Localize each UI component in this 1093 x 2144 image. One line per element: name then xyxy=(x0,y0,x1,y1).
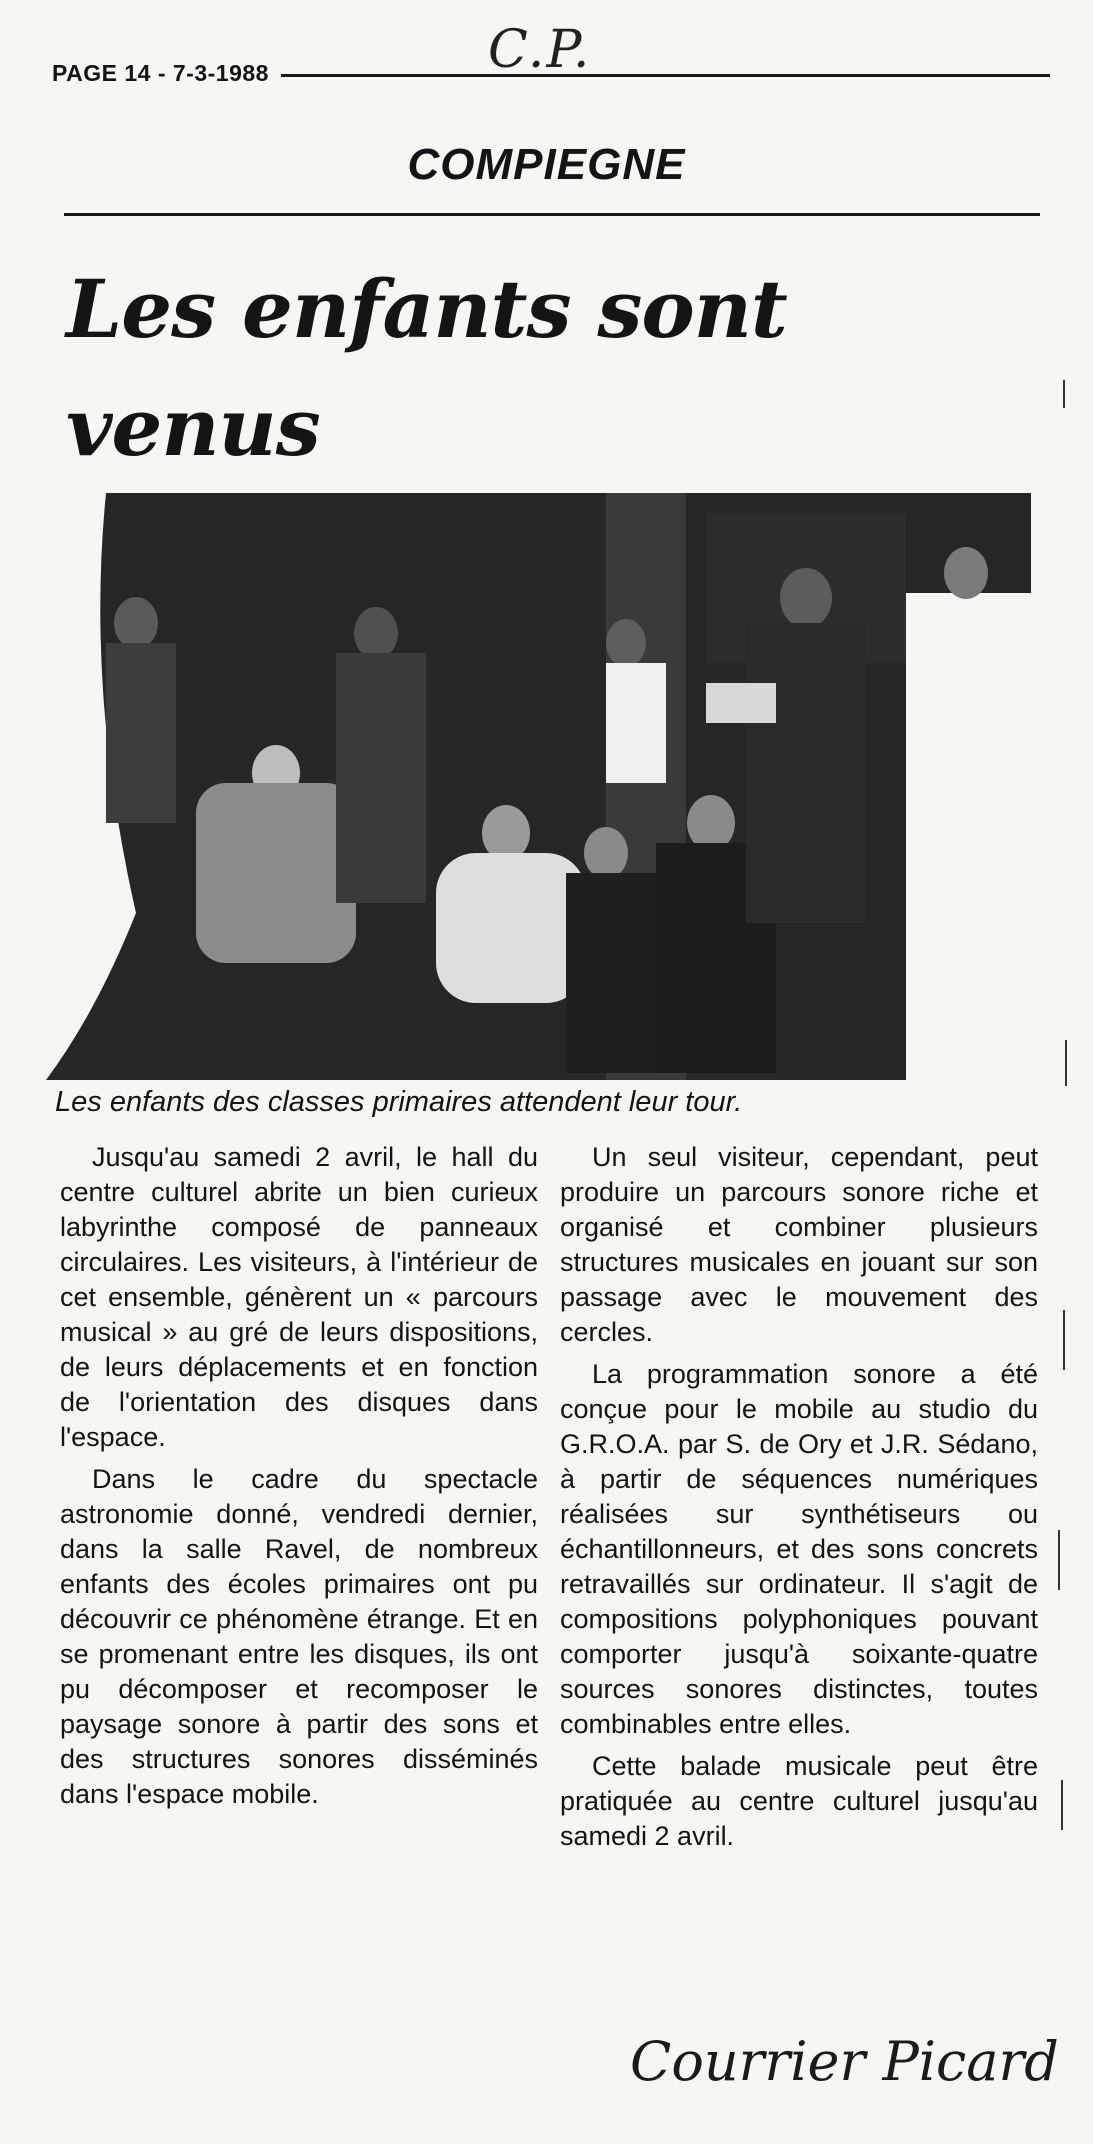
page-number-date: PAGE 14 - 7-3-1988 xyxy=(52,59,269,86)
margin-mark xyxy=(1058,1530,1060,1590)
article-column-left xyxy=(60,1140,538,1819)
paragraph: Cette balade musicale peut être pratiquée au centre culturel jusqu'au samedi 2 avril. xyxy=(560,1751,1038,1851)
paragraph: La programmation sonore a été conçue pour le mobile au studio du G.R.O.A. par S. de Ory et J.R. Sédano, à partir de séquences numériques réalisées sur synthétiseurs ou échantillonneurs, et des sons concrets retravaillés sur ordinateur. Il s'agit de compositions polyphoniques pouvant comporter jusqu'à soixante-quatre sources sonores distinctes, toutes combinables entre elles. xyxy=(560,1359,1038,1739)
headline-line-1: Les enfants sont venus xyxy=(66,262,787,474)
margin-mark xyxy=(1061,1780,1063,1830)
section-title: COMPIEGNE xyxy=(407,140,686,189)
article-column-right xyxy=(560,1140,1038,1861)
photo-illustration xyxy=(46,493,1031,1080)
margin-mark xyxy=(1063,380,1065,408)
paragraph: Jusqu'au samedi 2 avril, le hall du centre culturel abrite un bien curieux labyrinthe composé de panneaux circulaires. Les visiteurs, à l'intérieur de cet ensemble, génèrent un « parcours musical » au gré de leurs dispositions, de leurs déplacements et en fonction de l'orientation des disques dans l'espace. xyxy=(60,1142,538,1452)
margin-mark xyxy=(1063,1310,1065,1370)
margin-mark xyxy=(1065,1040,1067,1086)
photo-caption: Les enfants des classes primaires attendent leur tour. xyxy=(55,1086,743,1118)
article-photo xyxy=(46,493,1031,1080)
section-rule xyxy=(64,213,1040,216)
header-rule xyxy=(281,74,1050,77)
paragraph: Un seul visiteur, cependant, peut produire un parcours sonore riche et organisé et combiner plusieurs structures musicales en jouant sur son passage avec le mouvement des cercles. xyxy=(560,1142,1038,1347)
paragraph: Dans le cadre du spectacle astronomie donné, vendredi dernier, dans la salle Ravel, de nombreux enfants des écoles primaires ont pu découvrir ce phénomène étrange. Et en se promenant entre les disques, ils ont pu décomposer et recomposer le paysage sonore à partir des sons et des structures sonores disséminés dans l'espace mobile. xyxy=(60,1464,538,1809)
handwritten-signature: Courrier Picard xyxy=(630,2030,1059,2093)
handwritten-note: C.P. xyxy=(488,20,592,80)
